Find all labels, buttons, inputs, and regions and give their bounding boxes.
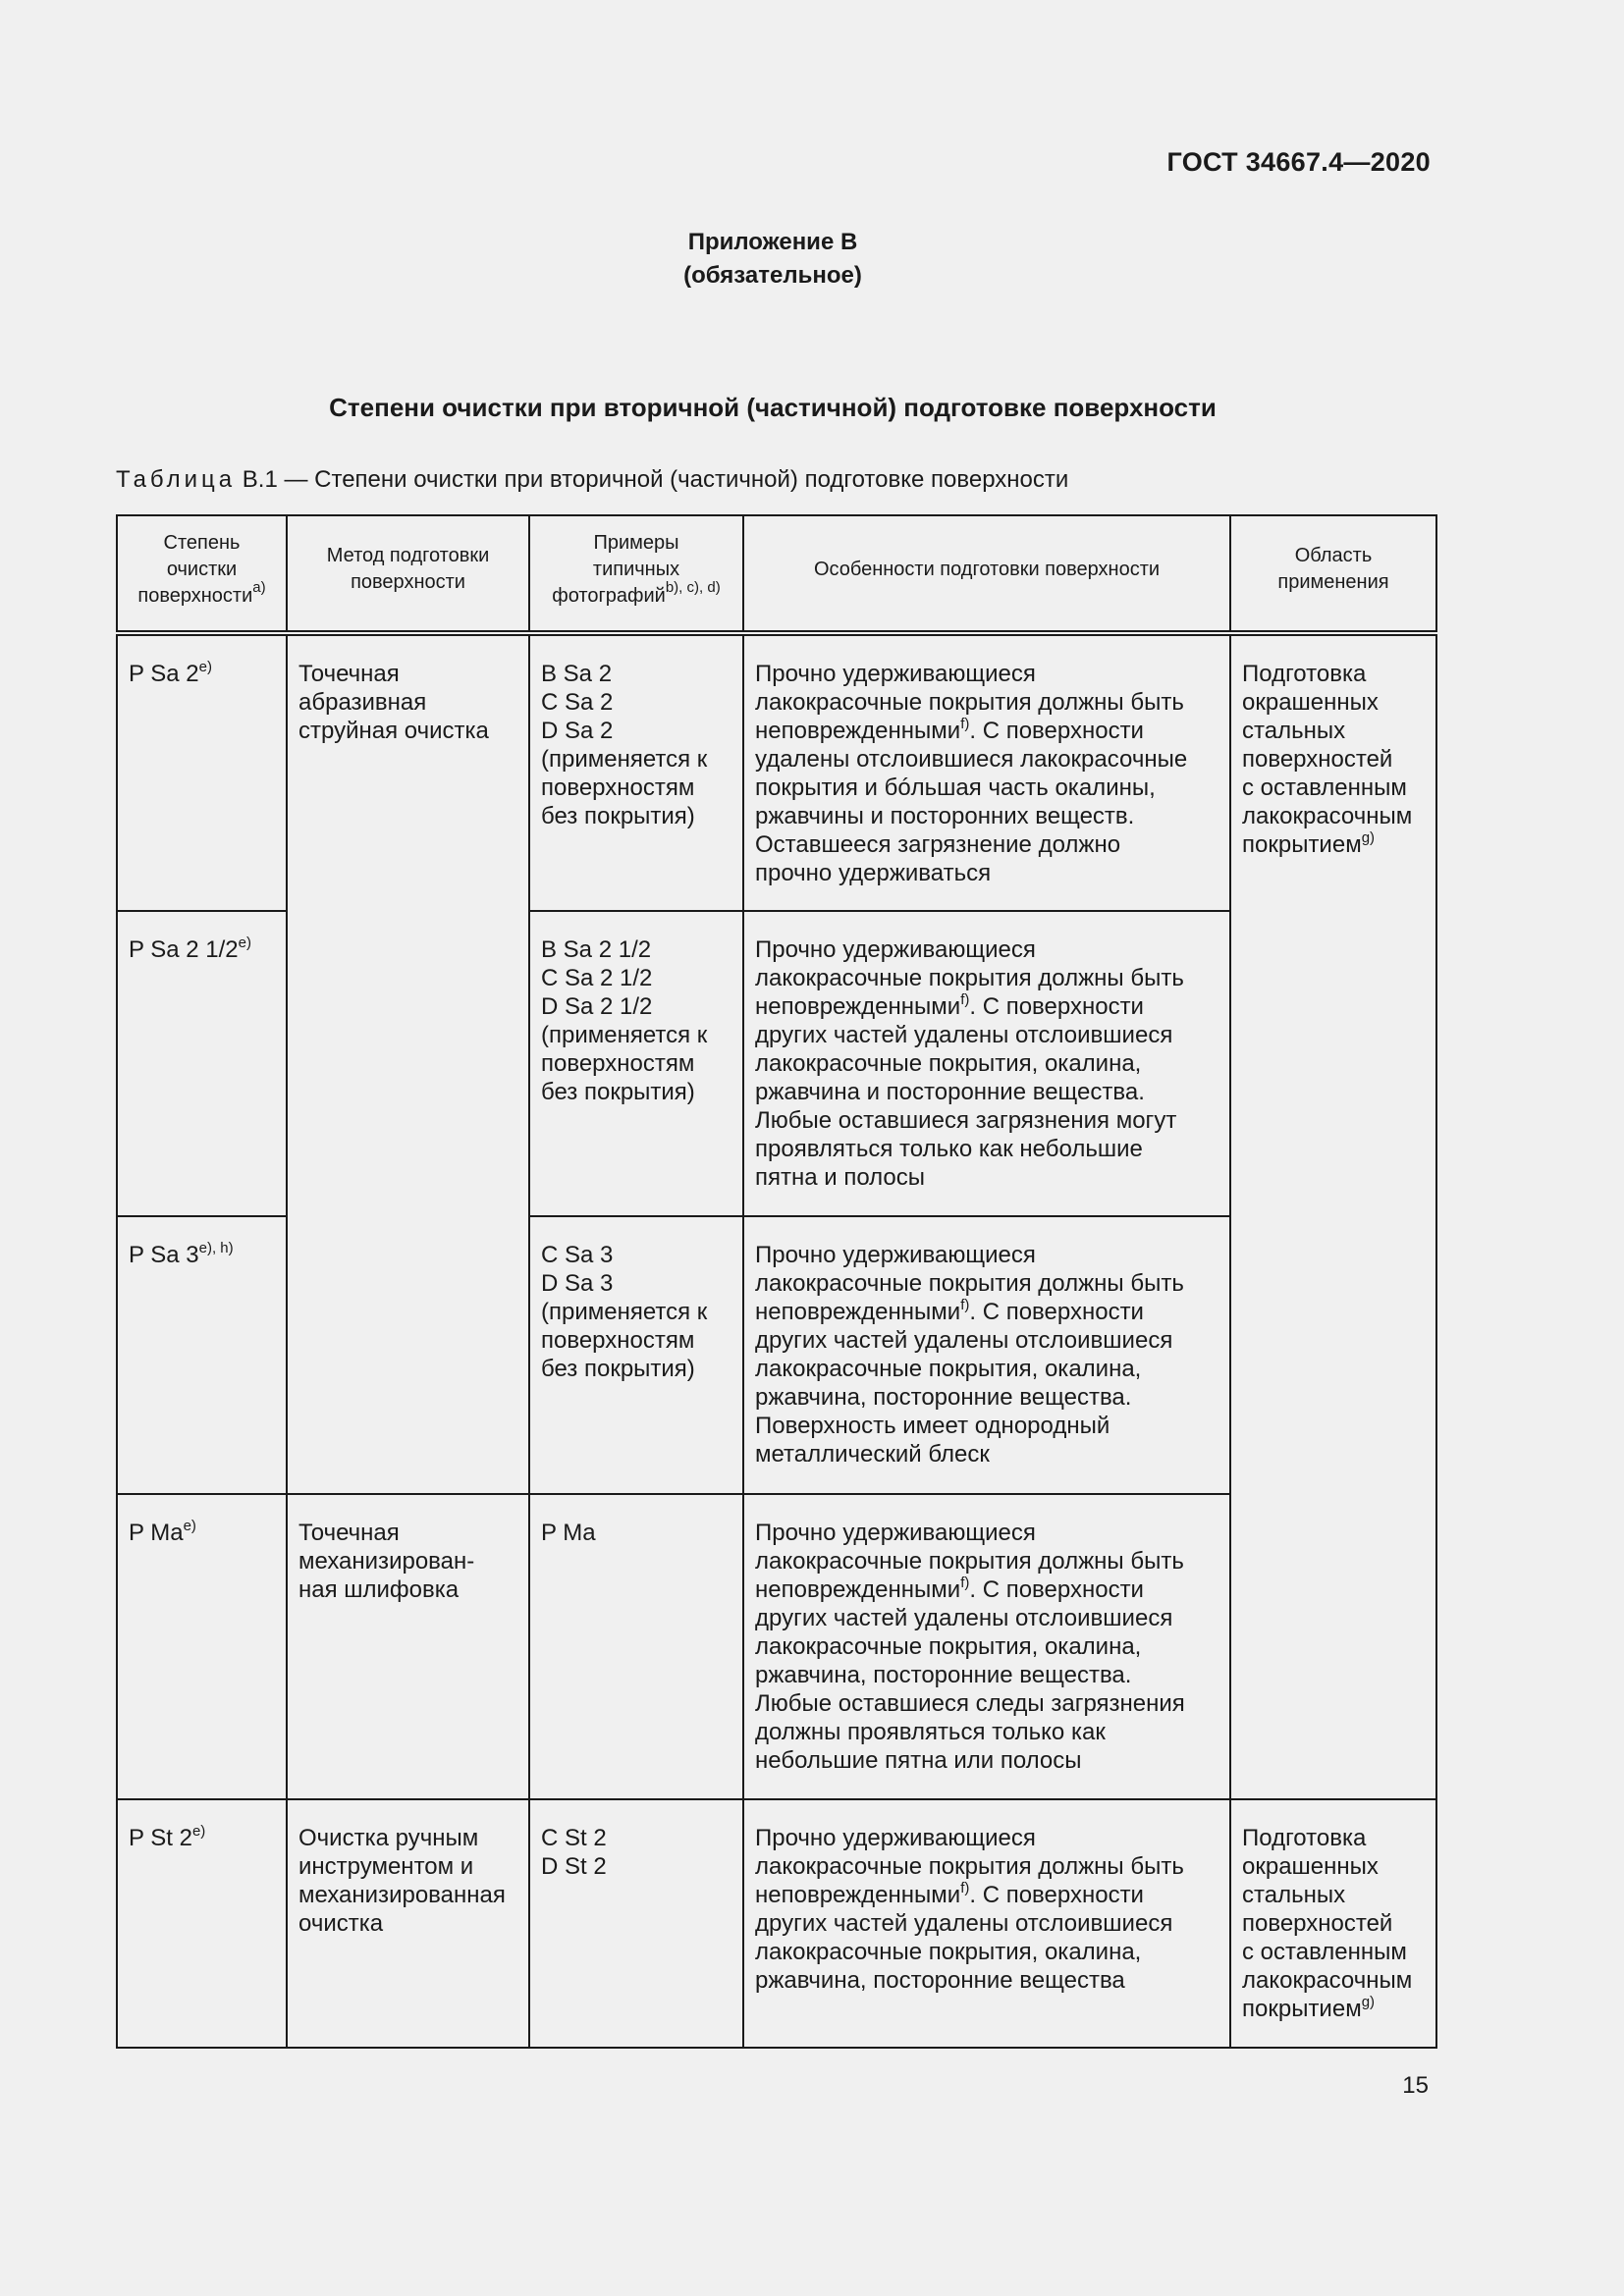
cell-method: Очистка ручным инструментом и механизированная очистка bbox=[287, 1799, 529, 2048]
table-row bbox=[117, 1799, 1436, 2048]
cleaning-grades-table bbox=[116, 514, 1437, 2049]
section-title: Степени очистки при вторичной (частичной) подготовке поверхности bbox=[329, 393, 1217, 422]
header-scope: Область применения bbox=[1230, 515, 1436, 633]
cell-features: Прочно удерживающиеся лакокрасочные покрытия должны быть неповрежденными$^{f)}$. С поверхности других частей удалены отслоившиеся лакокрасочные покрытия, окалина, ржавчина, посторонние вещества bbox=[743, 1799, 1230, 2048]
cell-method: Точечная абразивная струйная очистка bbox=[287, 633, 529, 1494]
cell-features: Прочно удерживающиеся лакокрасочные покрытия должны быть неповрежденными$^{f)}$. С поверхности удалены отслоившиеся лакокрасочные покрытия и бóльшая часть окалины, ржавчины и посторонних веществ. Оставшееся загрязнение должно прочно удерживаться bbox=[743, 633, 1230, 911]
page-number: 15 bbox=[1402, 2072, 1429, 2099]
header-features: Особенности подготовки поверхности bbox=[743, 515, 1230, 633]
cell-photos: B Sa 2 1/2 C Sa 2 1/2 D Sa 2 1/2 (применяется к поверхностям без покрытия) bbox=[529, 911, 743, 1216]
cell-scope: Подготовка окрашенных стальных поверхностей с оставленным лакокрасочным покрытием$^{g)}$ bbox=[1230, 1799, 1436, 2048]
document-code: ГОСТ 34667.4—2020 bbox=[1166, 147, 1431, 177]
cell-features: Прочно удерживающиеся лакокрасочные покрытия должны быть неповрежденными$^{f)}$. С поверхности других частей удалены отслоившиеся лакокрасочные покрытия, окалина, ржавчина и посторонние вещества. Любые оставшиеся загрязнения могут проявляться только как небольшие пятна и полосы bbox=[743, 911, 1230, 1216]
table-caption-prefix: Таблица bbox=[116, 466, 237, 493]
header-method: Метод подготовки поверхности bbox=[287, 515, 529, 633]
cell-features: Прочно удерживающиеся лакокрасочные покрытия должны быть неповрежденными$^{f)}$. С поверхности других частей удалены отслоившиеся лакокрасочные покрытия, окалина, ржавчина, посторонние вещества. Любые оставшиеся следы загрязнения должны проявляться только как небольшие пятна или полосы bbox=[743, 1494, 1230, 1799]
cell-photos: P Ma bbox=[529, 1494, 743, 1799]
header-photos: Примеры типичных фотографий$^{b), c), d)}$ bbox=[529, 515, 743, 633]
appendix-title: Приложение В bbox=[687, 229, 858, 255]
cell-grade: P Ma$^{e)}$ bbox=[117, 1494, 287, 1799]
cell-grade: P Sa 2$^{e)}$ bbox=[117, 633, 287, 911]
cell-grade: P Sa $3^{e), h)}$ bbox=[117, 1216, 287, 1494]
cell-photos: C Sa 3 D Sa 3 (применяется к поверхностям без покрытия) bbox=[529, 1216, 743, 1494]
table-row bbox=[117, 633, 1436, 911]
cell-features: Прочно удерживающиеся лакокрасочные покрытия должны быть неповрежденными$^{f)}$. С поверхности других частей удалены отслоившиеся лакокрасочные покрытия, окалина, ржавчина, посторонние вещества. Поверхность имеет однородный металлический блеск bbox=[743, 1216, 1230, 1494]
table-caption bbox=[116, 466, 1068, 494]
cell-grade: P Sa 2 1/2$^{e)}$ bbox=[117, 911, 287, 1216]
cell-grade: P St 2$^{e)}$ bbox=[117, 1799, 287, 2048]
appendix-heading bbox=[0, 226, 1545, 293]
cell-photos: B Sa 2 C Sa 2 D Sa 2 (применяется к поверхностям без покрытия) bbox=[529, 633, 743, 911]
table-header-row bbox=[117, 515, 1436, 633]
cell-scope: Подготовка окрашенных стальных поверхностей с оставленным лакокрасочным покрытием$^{g)}$ bbox=[1230, 633, 1436, 1799]
cell-photos: C St 2 D St 2 bbox=[529, 1799, 743, 2048]
cell-method: Точечная механизирован- ная шлифовка bbox=[287, 1494, 529, 1799]
table-caption-text: В.1 — Степени очистки при вторичной (частичной) подготовке поверхности bbox=[236, 466, 1069, 493]
header-grade: Степень очистки поверхности$^{a)}$ bbox=[117, 515, 287, 633]
appendix-status: (обязательное) bbox=[683, 262, 862, 289]
